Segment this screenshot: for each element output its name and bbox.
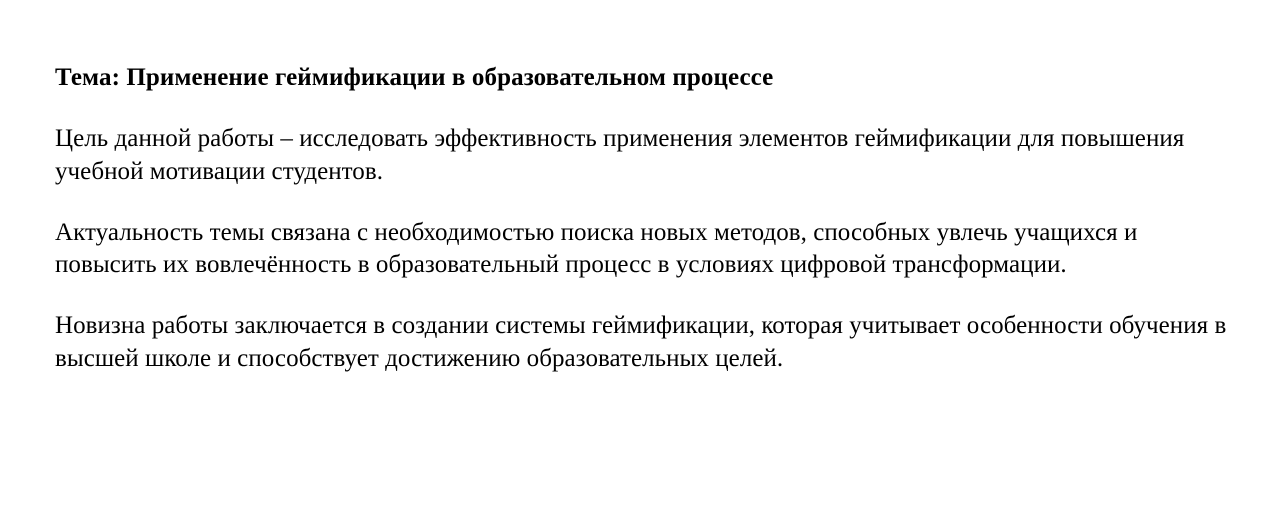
paragraph-relevance: Актуальность темы связана с необходимостью поиска новых методов, способных увлечь учащихся и повысить их вовлечённость в образовательный процесс в условиях цифровой трансформации. xyxy=(55,218,1138,278)
page-title: Тема: Применение геймификации в образовательном процессе xyxy=(55,64,774,91)
paragraph-novelty: Новизна работы заключается в создании системы геймификации, которая учитывает особенности обучения в высшей школе и способствует достижению образовательных целей. xyxy=(55,312,1227,372)
paragraph-goal: Цель данной работы – исследовать эффективность применения элементов геймификации для повышения учебной мотивации студентов. xyxy=(55,125,1185,185)
